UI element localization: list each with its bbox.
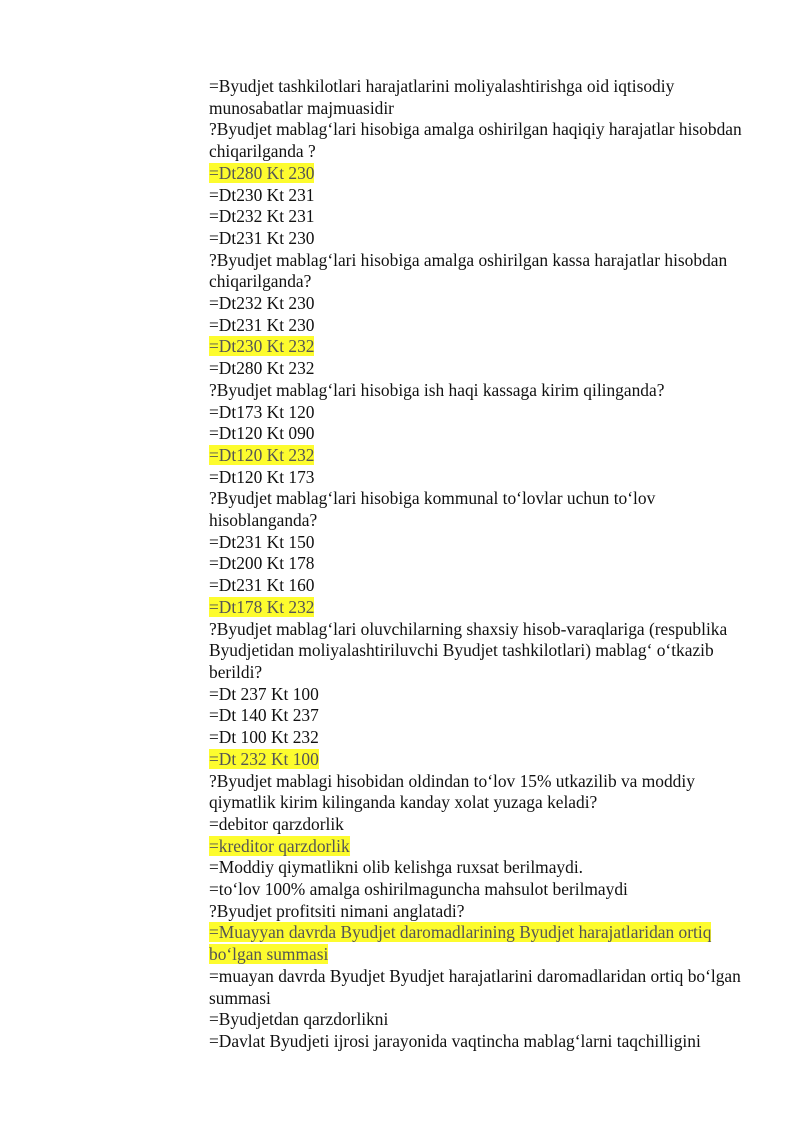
question-line: ?Byudjet mablag‘lari hisobiga amalga oshirilgan haqiqiy harajatlar hisobdan chiqarilganda ? [209, 119, 742, 162]
correct-answer-line [209, 749, 759, 771]
highlighted-text: =Dt178 Kt 232 [209, 596, 315, 617]
answer-option-line: =Dt231 Kt 230 [209, 227, 315, 248]
highlighted-text: =Dt230 Kt 232 [209, 336, 315, 357]
question-line: ?Byudjet mablag‘lari oluvchilarning shaxsiy hisob-varaqlariga (respublika Byudjetidan moliyalashtiriluvchi Byudjet tashkilotlari) mablag‘ o‘tkazib berildi? [209, 618, 728, 682]
answer-option-line: =debitor qarzdorlik [209, 813, 344, 834]
answer-option-line: =Davlat Byudjeti ijrosi jarayonida vaqtincha mablag‘larni taqchilligini [209, 1030, 701, 1051]
answer-option-line: =Dt 100 Kt 232 [209, 727, 319, 748]
highlighted-text: =kreditor qarzdorlik [209, 835, 350, 856]
answer-option-line: =Dt232 Kt 230 [209, 293, 315, 314]
question-line: ?Byudjet mablag‘lari hisobiga ish haqi kassaga kirim qilinganda? [209, 379, 665, 400]
correct-answer-line [209, 922, 759, 965]
answer-option-line: =Dt231 Kt 230 [209, 314, 315, 335]
answer-option-line: =Dt232 Kt 231 [209, 206, 315, 227]
answer-option-line: =muayan davrda Byudjet Byudjet harajatlarini daromadlaridan ortiq bo‘lgan summasi [209, 965, 741, 1008]
answer-option-line: =Dt231 Kt 150 [209, 531, 315, 552]
answer-option-line: =Dt 237 Kt 100 [209, 683, 319, 704]
question-line: ?Byudjet mablag‘lari hisobiga kommunal to‘lovlar uchun to‘lov hisoblanganda? [209, 488, 656, 531]
question-line: ?Byudjet mablag‘lari hisobiga amalga oshirilgan kassa harajatlar hisobdan chiqarilganda? [209, 249, 728, 292]
correct-answer-line [209, 336, 759, 358]
highlighted-text: =Dt 232 Kt 100 [209, 748, 319, 769]
answer-option-line: =Dt280 Kt 232 [209, 358, 315, 379]
answer-option-line: =Dt230 Kt 231 [209, 184, 315, 205]
answer-option-line: =Dt231 Kt 160 [209, 575, 315, 596]
correct-answer-line [209, 597, 759, 619]
question-line: ?Byudjet profitsiti nimani anglatadi? [209, 900, 465, 921]
answer-option-line: =Dt 140 Kt 237 [209, 705, 319, 726]
highlighted-text: =Dt120 Kt 232 [209, 444, 315, 465]
answer-option-line: =Dt173 Kt 120 [209, 401, 315, 422]
answer-option-line: =Byudjet tashkilotlari harajatlarini moliyalashtirishga oid iqtisodiy munosabatlar majmuasidir [209, 76, 675, 118]
question-line: ?Byudjet mablagi hisobidan oldindan to‘lov 15% utkazilib va moddiy qiymatlik kirim kilinganda kanday xolat yuzaga keladi? [209, 770, 695, 813]
correct-answer-line [209, 836, 759, 858]
answer-option-line: =Dt120 Kt 090 [209, 423, 315, 444]
answer-option-line: =Dt120 Kt 173 [209, 466, 315, 487]
highlighted-text: =Muayyan davrda Byudjet daromadlarining Byudjet harajatlaridan ortiq bo‘lgan summasi [209, 922, 712, 965]
answer-option-line: =Byudjetdan qarzdorlikni [209, 1009, 389, 1030]
correct-answer-line [209, 163, 759, 185]
answer-option-line: =Moddiy qiymatlikni olib kelishga ruxsat berilmaydi. [209, 857, 584, 878]
answer-option-line: =to‘lov 100% amalga oshirilmaguncha mahsulot berilmaydi [209, 879, 628, 900]
highlighted-text: =Dt280 Kt 230 [209, 162, 315, 183]
document-body [209, 76, 759, 1053]
correct-answer-line [209, 445, 759, 467]
answer-option-line: =Dt200 Kt 178 [209, 553, 315, 574]
